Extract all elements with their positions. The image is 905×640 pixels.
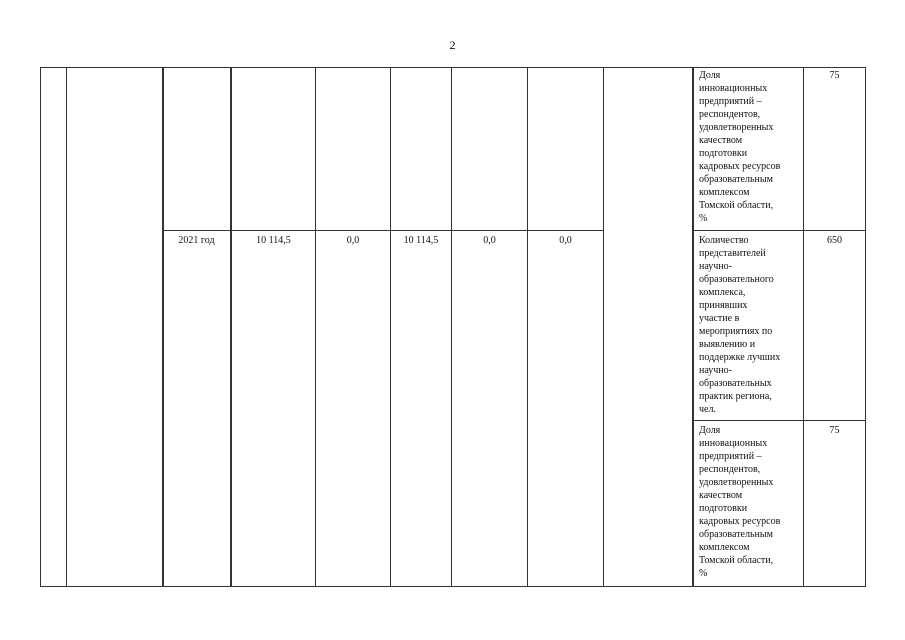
total-amount-cell: 10 114,5	[256, 235, 291, 246]
indicator-value-cell: 75	[829, 70, 840, 81]
other-amount-cell: 0,0	[559, 235, 572, 246]
row-divider	[692, 230, 866, 231]
column-divider	[315, 67, 316, 587]
indicator-name-cell: Количество представителей научно- образовательного комплекса, принявших участие в мероприятиях по выявлению и поддержке лучших научно- образовательных практик региона, чел.	[699, 235, 781, 415]
column-divider	[451, 67, 452, 587]
federal-amount-cell: 0,0	[346, 235, 360, 246]
column-divider	[390, 67, 391, 587]
column-divider	[40, 67, 41, 587]
indicator-value-cell: 75	[829, 425, 840, 436]
column-divider	[66, 67, 67, 587]
local-amount-cell: 0,0	[483, 235, 496, 246]
indicator-name-cell: Доля инновационных предприятий – респондентов, удовлетворенных качеством подготовки кадровых ресурсов образовательным комплексом Томской области, %	[699, 425, 781, 579]
column-divider	[603, 67, 604, 587]
page-number: 2	[449, 38, 456, 52]
indicator-value-cell: 650	[827, 235, 842, 246]
column-divider	[162, 67, 164, 587]
column-divider	[865, 67, 866, 587]
column-divider	[692, 67, 694, 587]
column-divider	[230, 67, 232, 587]
row-divider	[692, 420, 866, 421]
year-cell: 2021 год	[178, 235, 215, 246]
budget-indicators-table	[40, 67, 866, 587]
row-divider	[162, 230, 603, 231]
indicator-name-cell: Доля инновационных предприятий – респондентов, удовлетворенных качеством подготовки кадровых ресурсов образовательным комплексом Томской области, %	[699, 70, 781, 224]
regional-amount-cell: 10 114,5	[403, 235, 439, 246]
column-divider	[527, 67, 528, 587]
